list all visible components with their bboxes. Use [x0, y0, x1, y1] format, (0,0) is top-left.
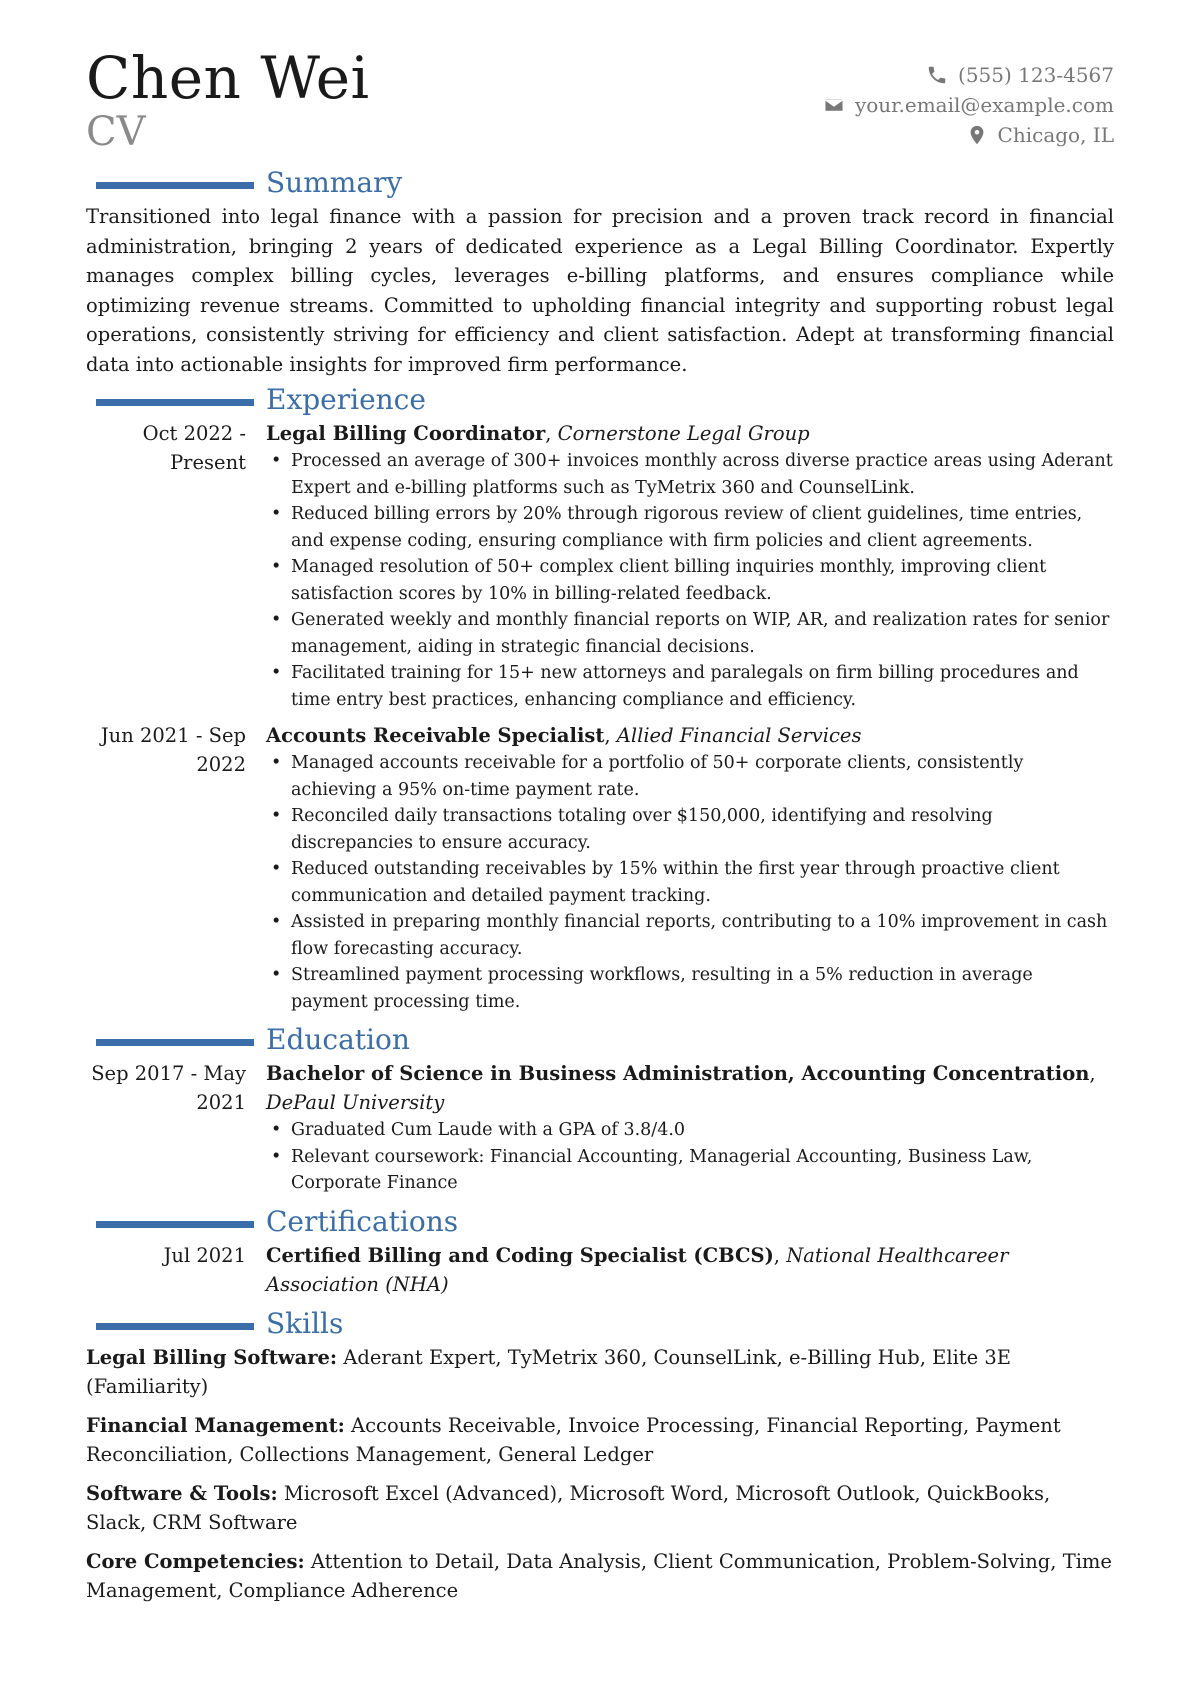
entry-title: Accounts Receivable Specialist — [266, 724, 605, 747]
section-title-education: Education — [266, 1023, 410, 1056]
entry-title: Certified Billing and Coding Specialist (CBCS) — [266, 1243, 774, 1267]
entry-heading: Accounts Receivable Specialist, Allied Financial Services — [266, 724, 862, 747]
phone-text: (555) 123-4567 — [958, 63, 1114, 87]
section-title-experience: Experience — [266, 383, 426, 416]
entry-title: Bachelor of Science in Business Administration, Accounting Concentration — [266, 1062, 1090, 1085]
bullet-list — [266, 448, 1114, 713]
skill-category: Core Competencies: — [86, 1549, 305, 1573]
entry — [86, 419, 1114, 713]
skill-values: Accounts Receivable, Invoice Processing, Financial Reporting, Payment Reconciliation, Collections Management, General Ledger — [86, 1413, 1061, 1466]
entry-date: Jul 2021 — [163, 1243, 246, 1267]
phone-icon — [926, 64, 948, 86]
map-pin-icon — [966, 124, 988, 146]
skill-line — [86, 1479, 1114, 1537]
bullet-item: • Streamlined payment processing workflows, resulting in a 5% reduction in average payment processing time. — [266, 962, 1114, 1015]
entry-heading: Bachelor of Science in Business Administration, Accounting Concentration, DePaul University — [266, 1062, 1096, 1114]
section-accent-bar — [96, 1221, 254, 1228]
entry-date: Sep 2017 - May 2021 — [91, 1062, 246, 1114]
bullet-list — [266, 750, 1114, 1015]
section-accent-bar — [96, 399, 254, 406]
education-list — [86, 1059, 1114, 1197]
phone-line — [823, 60, 1114, 90]
skill-values: Aderant Expert, TyMetrix 360, CounselLink, e-Billing Hub, Elite 3E (Familiarity) — [86, 1345, 1012, 1398]
document-subtitle: CV — [86, 109, 146, 155]
section-header-summary — [86, 166, 1114, 202]
bullet-list — [266, 1117, 1114, 1197]
cv-header — [86, 46, 1114, 164]
summary-text: Transitioned into legal finance with a passion for precision and a proven track record in financial administration, bringing 2 years of dedicated experience as a Legal Billing Coordinator. Expertly manages complex billing cycles, leverages e-billing platforms, and ensures compliance while optimizing revenue streams. Committed to upholding financial integrity and supporting robust legal operations, consistently striving for efficiency and client satisfaction. Adept at transforming financial data into actionable insights for improved firm performance. — [86, 205, 1114, 376]
entry-body — [266, 1241, 1114, 1299]
certifications-list — [86, 1241, 1114, 1299]
section-title-summary: Summary — [266, 166, 403, 199]
entry-organization: DePaul University — [266, 1091, 445, 1114]
bullet-item: • Reduced billing errors by 20% through rigorous review of client guidelines, time entries, and expense coding, ensuring compliance with firm policies and client agreements. — [266, 501, 1114, 554]
entry-organization: Allied Financial Services — [616, 724, 862, 747]
skill-category: Financial Management: — [86, 1413, 345, 1437]
entry-body — [266, 419, 1114, 713]
contact-info — [823, 60, 1114, 150]
skill-line — [86, 1411, 1114, 1469]
location-line — [823, 120, 1114, 150]
entry-body — [266, 1059, 1114, 1197]
entry-organization: National Healthcareer Association (NHA) — [266, 1243, 1009, 1296]
email-line — [823, 90, 1114, 120]
email-text[interactable]: your.email@example.com — [854, 93, 1114, 117]
bullet-item: • Reconciled daily transactions totaling over $150,000, identifying and resolving discrepancies to ensure accuracy. — [266, 803, 1114, 856]
skill-line — [86, 1547, 1114, 1605]
cv-page — [86, 40, 1114, 1615]
bullet-item: • Generated weekly and monthly financial reports on WIP, AR, and realization rates for senior management, aiding in strategic financial decisions. — [266, 607, 1114, 660]
section-header-certifications — [86, 1205, 1114, 1241]
person-name: Chen Wei — [86, 44, 370, 112]
envelope-icon — [823, 94, 845, 116]
bullet-item: • Managed accounts receivable for a portfolio of 50+ corporate clients, consistently achieving a 95% on-time payment rate. — [266, 750, 1114, 803]
entry-date: Oct 2022 - Present — [142, 422, 246, 474]
skills-list — [86, 1343, 1114, 1605]
entry-title: Legal Billing Coordinator — [266, 422, 546, 445]
section-title-skills: Skills — [266, 1306, 344, 1340]
entry — [86, 721, 1114, 1015]
skill-values: Attention to Detail, Data Analysis, Client Communication, Problem-Solving, Time Management, Compliance Adherence — [86, 1549, 1112, 1602]
bullet-item: • Relevant coursework: Financial Accounting, Managerial Accounting, Business Law, Corporate Finance — [266, 1144, 1114, 1197]
entry-body — [266, 721, 1114, 1015]
entry-heading: Certified Billing and Coding Specialist (CBCS), National Healthcareer Association (NHA) — [266, 1243, 1009, 1296]
bullet-item: • Facilitated training for 15+ new attorneys and paralegals on firm billing procedures and time entry best practices, enhancing compliance and efficiency. — [266, 660, 1114, 713]
entry — [86, 1059, 1114, 1197]
section-header-education — [86, 1023, 1114, 1059]
bullet-item: • Graduated Cum Laude with a GPA of 3.8/4.0 — [266, 1117, 1114, 1144]
section-accent-bar — [96, 1323, 254, 1330]
entry-organization: Cornerstone Legal Group — [557, 422, 810, 445]
section-title-certifications: Certifications — [266, 1204, 459, 1238]
section-header-experience — [86, 383, 1114, 419]
bullet-item: • Reduced outstanding receivables by 15% within the first year through proactive client communication and detailed payment tracking. — [266, 856, 1114, 909]
entry-date: Jun 2021 - Sep 2022 — [100, 724, 246, 776]
skill-category: Legal Billing Software: — [86, 1345, 338, 1369]
bullet-item: • Assisted in preparing monthly financial reports, contributing to a 10% improvement in cash flow forecasting accuracy. — [266, 909, 1114, 962]
bullet-item: • Managed resolution of 50+ complex client billing inquiries monthly, improving client satisfaction scores by 10% in billing-related feedback. — [266, 554, 1114, 607]
section-header-skills — [86, 1307, 1114, 1343]
bullet-item: • Processed an average of 300+ invoices monthly across diverse practice areas using Aderant Expert and e-billing platforms such as TyMetrix 360 and CounselLink. — [266, 448, 1114, 501]
skill-line — [86, 1343, 1114, 1401]
location-text: Chicago, IL — [997, 123, 1114, 147]
section-accent-bar — [96, 182, 254, 189]
entry — [86, 1241, 1114, 1299]
section-accent-bar — [96, 1039, 254, 1046]
entry-heading: Legal Billing Coordinator, Cornerstone Legal Group — [266, 422, 810, 445]
skill-values: Microsoft Excel (Advanced), Microsoft Word, Microsoft Outlook, QuickBooks, Slack, CRM Software — [86, 1481, 1051, 1534]
experience-list — [86, 419, 1114, 1015]
skill-category: Software & Tools: — [86, 1481, 278, 1505]
